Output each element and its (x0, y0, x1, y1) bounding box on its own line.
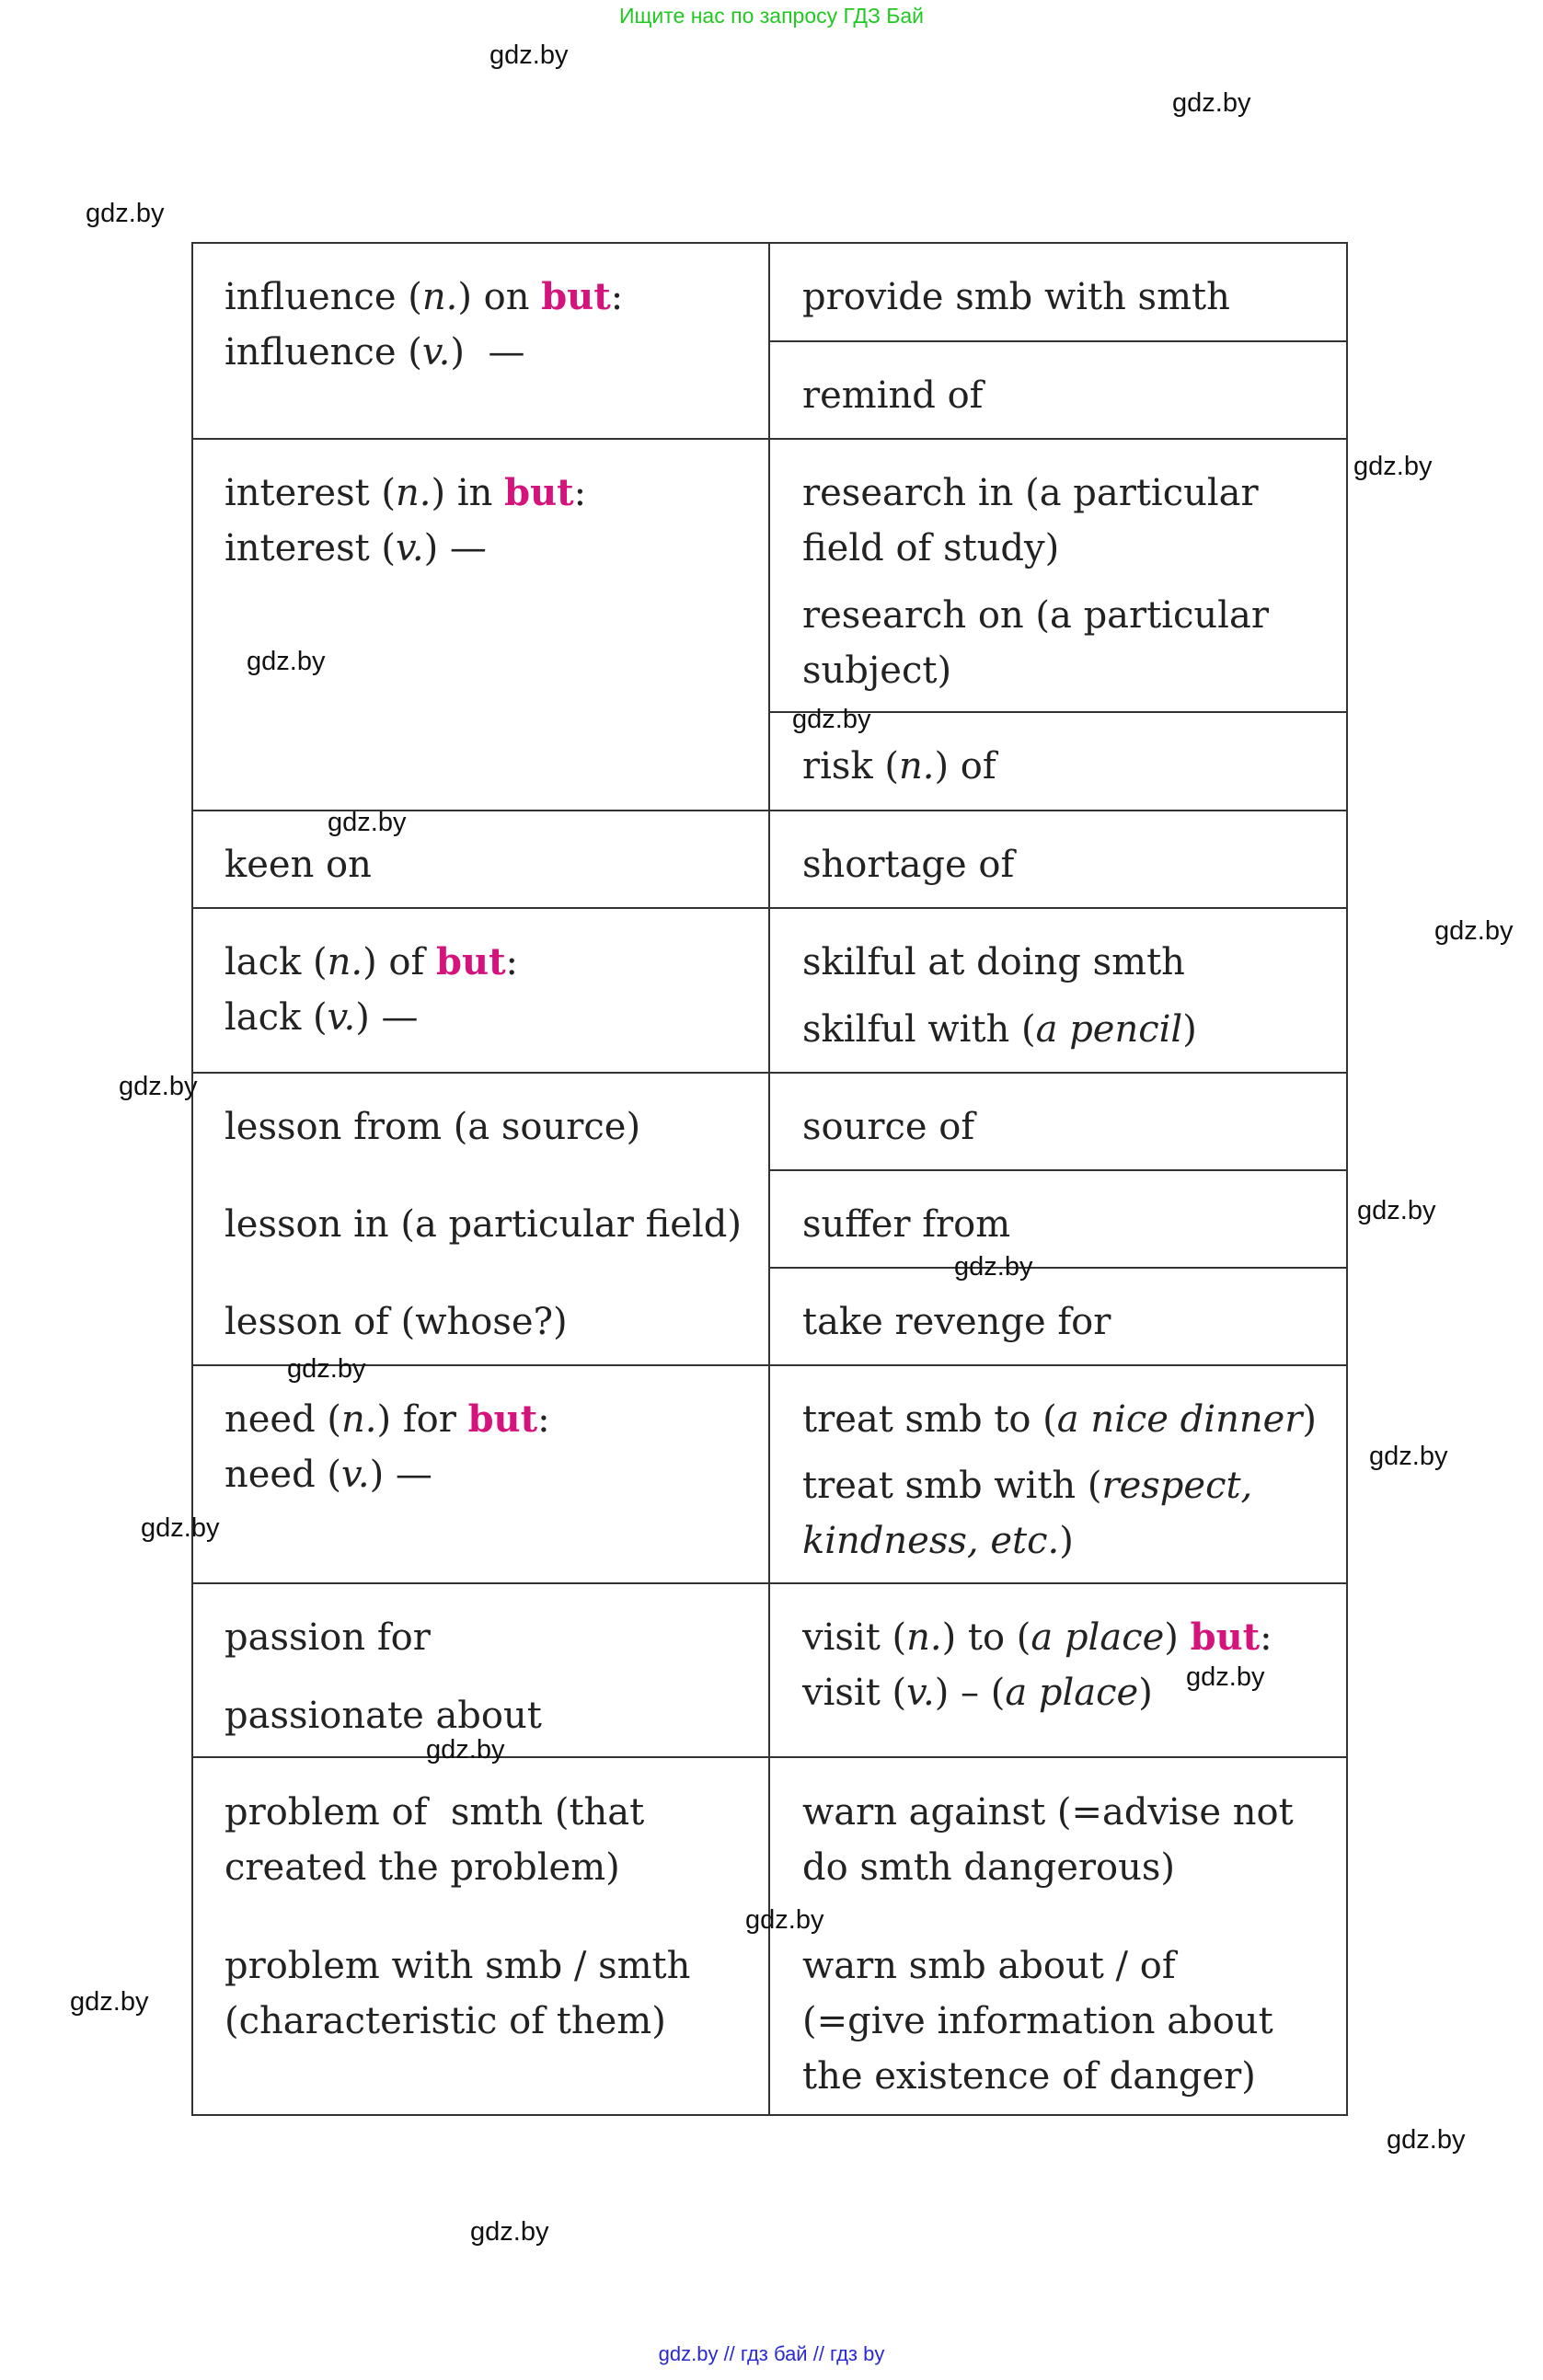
watermark: gdz.by (1434, 916, 1514, 946)
watermark: gdz.by (792, 705, 871, 734)
entry-keen-on: keen on (225, 844, 372, 886)
row-divider (191, 1582, 1348, 1584)
entry-influence-noun: influence (n.) on but: (225, 275, 624, 318)
entry-warn-about-line2: (=give information about (802, 2000, 1273, 2042)
entry-suffer-from: suffer from (802, 1203, 1011, 1246)
watermark: gdz.by (1172, 88, 1251, 118)
entry-treat-with-line1: treat smb with (respect, (802, 1465, 1253, 1507)
entry-skilful-at: skilful at doing smth (802, 941, 1185, 983)
watermark: gdz.by (70, 1987, 149, 2017)
right-row-divider (768, 340, 1348, 342)
watermark: gdz.by (119, 1072, 198, 1101)
watermark: gdz.by (247, 647, 326, 676)
entry-lack-verb: lack (v.) — (225, 996, 419, 1039)
entry-problem-with-line1: problem with smb / smth (225, 1945, 691, 1987)
watermark: gdz.by (86, 199, 165, 228)
entry-remind-of: remind of (802, 374, 984, 417)
table-border-left (191, 242, 193, 2116)
entry-provide: provide smb with smth (802, 276, 1230, 318)
entry-problem-of-line2: created the problem) (225, 1846, 620, 1889)
right-row-divider (768, 1267, 1348, 1269)
row-divider (191, 438, 1348, 440)
entry-lesson-from: lesson from (a source) (225, 1106, 641, 1148)
row-divider (191, 907, 1348, 909)
entry-warn-against-line1: warn against (=advise not (802, 1791, 1294, 1834)
watermark: gdz.by (287, 1354, 366, 1384)
entry-lesson-in: lesson in (a particular field) (225, 1203, 742, 1246)
entry-warn-about-line1: warn smb about / of (802, 1945, 1176, 1987)
entry-passion-for: passion for (225, 1616, 431, 1659)
entry-research-on-line1: research on (a particular (802, 594, 1269, 637)
watermark: gdz.by (1357, 1196, 1436, 1225)
entry-problem-of-line1: problem of smth (that (225, 1791, 645, 1834)
vocabulary-table (191, 242, 1348, 2116)
table-border-right (1346, 242, 1348, 2116)
entry-passionate-about: passionate about (225, 1695, 542, 1737)
entry-shortage-of: shortage of (802, 844, 1015, 886)
entry-need-noun: need (n.) for but: (225, 1397, 550, 1441)
watermark: gdz.by (954, 1252, 1033, 1282)
entry-skilful-with: skilful with (a pencil) (802, 1008, 1197, 1051)
entry-research-in-line1: research in (a particular (802, 472, 1259, 514)
entry-influence-verb: influence (v.) — (225, 331, 525, 374)
watermark: gdz.by (141, 1513, 220, 1543)
entry-lesson-of: lesson of (whose?) (225, 1301, 568, 1343)
entry-lack-noun: lack (n.) of but: (225, 940, 519, 983)
entry-take-revenge: take revenge for (802, 1301, 1111, 1343)
row-divider (191, 1072, 1348, 1074)
entry-source-of: source of (802, 1106, 975, 1148)
footer-links[interactable]: gdz.by // гдз бай // гдз by (658, 2342, 885, 2365)
entry-interest-verb: interest (v.) — (225, 527, 487, 569)
right-row-divider (768, 1169, 1348, 1171)
entry-risk-of: risk (n.) of (802, 745, 996, 788)
entry-visit-noun: visit (n.) to (a place) but: (802, 1615, 1272, 1659)
watermark: gdz.by (745, 1905, 824, 1935)
entry-interest-noun: interest (n.) in but: (225, 471, 587, 514)
watermark: gdz.by (489, 40, 569, 70)
entry-need-verb: need (v.) — (225, 1454, 432, 1496)
entry-warn-against-line2: do smth dangerous) (802, 1846, 1175, 1889)
watermark: gdz.by (1369, 1442, 1448, 1471)
watermark: gdz.by (426, 1735, 505, 1765)
watermark: gdz.by (1353, 452, 1433, 481)
entry-research-on-line2: subject) (802, 650, 952, 692)
column-divider (768, 242, 770, 2116)
entry-warn-about-line3: the existence of danger) (802, 2055, 1256, 2098)
watermark: gdz.by (328, 808, 407, 837)
entry-problem-with-line2: (characteristic of them) (225, 2000, 666, 2042)
entry-treat-to: treat smb to (a nice dinner) (802, 1398, 1317, 1441)
watermark: gdz.by (1186, 1662, 1265, 1692)
entry-treat-with-line2: kindness, etc.) (802, 1520, 1074, 1562)
watermark: gdz.by (1387, 2125, 1466, 2155)
entry-visit-verb: visit (v.) – (a place) (802, 1672, 1153, 1714)
row-divider (191, 1756, 1348, 1758)
entry-research-in-line2: field of study) (802, 527, 1060, 569)
search-hint-note: Ищите нас по запросу ГДЗ Бай (618, 4, 925, 28)
watermark: gdz.by (470, 2217, 549, 2247)
